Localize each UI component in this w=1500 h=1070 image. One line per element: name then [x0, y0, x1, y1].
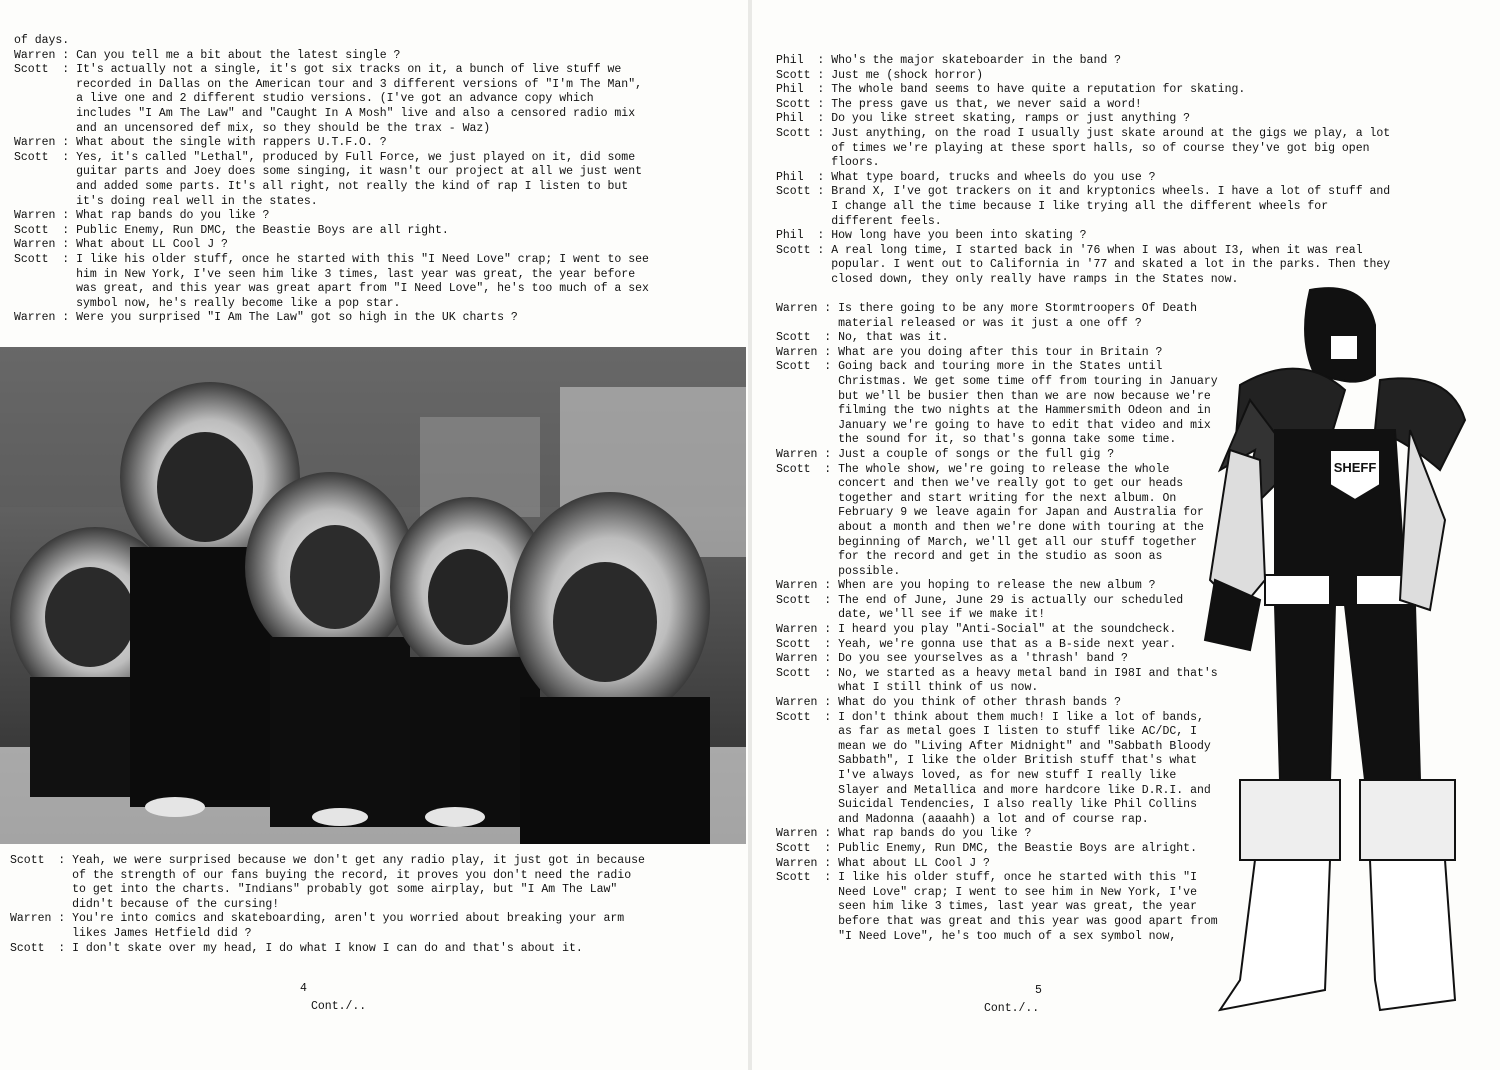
speaker-separator: : — [62, 238, 77, 252]
interview-line — [14, 238, 650, 253]
line-text: Brand X, I've got trackers on it and kryptonics wheels. I have a lot of stuff and I change all the time because I like trying all the different wheels for different feels. — [831, 185, 1391, 228]
interview-line — [776, 696, 1224, 711]
line-text: Who's the major skateboarder in the band ? — [831, 54, 1122, 67]
interview-line — [776, 463, 1224, 580]
speaker-separator: : — [817, 97, 832, 111]
interview-line — [776, 127, 1396, 171]
line-text: Were you surprised "I Am The Law" got so high in the UK charts ? — [76, 311, 518, 325]
interview-line — [776, 69, 1396, 84]
interview-line — [776, 185, 1396, 229]
interview-line — [14, 209, 650, 224]
line-text: What type board, trucks and wheels do you use ? — [831, 170, 1156, 184]
speaker-name: Warren — [776, 696, 818, 710]
right-interview-middle — [776, 302, 1224, 944]
speaker-name: Scott — [776, 126, 811, 140]
speaker-separator: : — [824, 447, 839, 461]
line-text: How long have you been into skating ? — [831, 229, 1087, 243]
speaker-name: Warren — [14, 209, 56, 223]
line-text: The press gave us that, we never said a word! — [831, 97, 1142, 111]
speaker-separator: : — [58, 941, 73, 955]
band-photo — [0, 347, 746, 844]
page-number-right: 5 — [1035, 984, 1042, 997]
speaker-name: Warren — [14, 238, 56, 252]
judge-illustration — [1180, 280, 1495, 1020]
speaker-separator: : — [817, 112, 832, 126]
speaker-name: Scott — [776, 243, 811, 257]
speaker-name: Scott — [776, 710, 811, 724]
interview-line — [776, 842, 1224, 857]
speaker-separator: : — [824, 856, 839, 870]
speaker-name: Warren — [776, 302, 818, 315]
speaker-name: Scott — [14, 223, 49, 237]
badge-text: SHEFF — [1333, 460, 1377, 475]
speaker-name: Phil — [776, 170, 804, 184]
interview-line — [776, 623, 1224, 638]
continued-right: Cont./.. — [984, 1002, 1040, 1015]
speaker-name: Scott — [14, 150, 49, 164]
interview-line — [776, 360, 1224, 448]
line-text: Can you tell me a bit about the latest single ? — [76, 48, 401, 62]
speaker-separator: : — [62, 63, 77, 77]
interview-line — [14, 253, 650, 311]
speaker-separator: : — [62, 311, 77, 325]
interview-line — [10, 912, 650, 941]
speaker-name: Scott — [776, 185, 811, 199]
speaker-separator: : — [817, 170, 832, 184]
speaker-separator: : — [62, 223, 77, 237]
speaker-separator: : — [58, 912, 73, 926]
page-number-left: 4 — [300, 982, 307, 995]
line-text: Is there going to be any more Stormtroopers Of Death material released or was it just a one off ? — [838, 302, 1197, 330]
interview-line — [776, 871, 1224, 944]
speaker-name: Warren — [776, 827, 818, 841]
right-interview-top — [776, 54, 1396, 288]
line-text: What rap bands do you like ? — [838, 827, 1032, 841]
speaker-name: Warren — [776, 623, 818, 637]
interview-line — [776, 594, 1224, 623]
speaker-separator: : — [824, 331, 839, 345]
speaker-name: Warren — [10, 912, 52, 926]
speaker-separator: : — [817, 54, 832, 67]
interview-line — [14, 63, 650, 136]
line-text: of days. — [14, 34, 70, 47]
interview-line — [10, 942, 650, 957]
interview-line — [776, 448, 1224, 463]
line-text: Just anything, on the road I usually just skate around at the gigs we play, a lot of times we're playing at these sport halls, so of course they've got big open floors. — [831, 126, 1391, 170]
speaker-separator: : — [824, 637, 839, 651]
interview-line — [776, 667, 1224, 696]
speaker-name: Scott — [10, 854, 45, 867]
interview-line — [776, 346, 1224, 361]
speaker-separator: : — [824, 871, 839, 885]
line-text: You're into comics and skateboarding, aren't you worried about breaking your arm likes James Hetfield did ? — [72, 912, 625, 940]
speaker-separator: : — [824, 462, 839, 476]
interview-line — [776, 83, 1396, 98]
speaker-name: Warren — [776, 345, 818, 359]
speaker-separator: : — [824, 302, 839, 315]
speaker-name: Scott — [776, 593, 811, 607]
speaker-separator: : — [817, 126, 832, 140]
judge-figure-drawing — [1180, 280, 1495, 1020]
interview-line — [14, 151, 650, 209]
speaker-separator: : — [824, 841, 839, 855]
speaker-name: Warren — [776, 652, 818, 666]
line-text: Do you like street skating, ramps or just anything ? — [831, 112, 1191, 126]
line-text: Just a couple of songs or the full gig ? — [838, 447, 1115, 461]
speaker-separator: : — [824, 666, 839, 680]
left-interview-top — [14, 34, 650, 326]
speaker-separator: : — [824, 623, 839, 637]
speaker-separator: : — [62, 252, 77, 266]
interview-line — [14, 49, 650, 64]
line-text: It's actually not a single, it's got six tracks on it, a bunch of live stuff we recorded in Dallas on the American tour and 3 different versions of "I'm The Man", a live one and 2 different studio versions. (I've got an advance copy which includes "I Am The Law" and "Caught In A Mosh" live and also a censored radio mix and an uncensored def mix, so they should be the trax - Waz) — [76, 63, 643, 135]
interview-line — [776, 579, 1224, 594]
speaker-name: Phil — [776, 54, 804, 67]
speaker-separator: : — [817, 243, 832, 257]
speaker-name: Scott — [776, 871, 811, 885]
speaker-separator: : — [824, 345, 839, 359]
speaker-name: Phil — [776, 112, 804, 126]
speaker-separator: : — [824, 827, 839, 841]
interview-line — [776, 302, 1224, 331]
line-text: No, that was it. — [838, 331, 949, 345]
speaker-name: Scott — [776, 331, 811, 345]
speaker-separator: : — [58, 854, 73, 867]
speaker-name: Warren — [14, 48, 56, 62]
line-text: What rap bands do you like ? — [76, 209, 270, 223]
line-text: What do you think of other thrash bands ? — [838, 696, 1122, 710]
speaker-name: Scott — [776, 841, 811, 855]
line-text: I like his older stuff, once he started with this "I Need Love" crap; I went to see him in New York, I've seen him like 3 times, last year was great, the year before that was great and this year was good apart from "I Need Love", he's too much of a sex symbol now, — [838, 871, 1218, 943]
line-text: I heard you play "Anti-Social" at the soundcheck. — [838, 623, 1177, 637]
speaker-separator: : — [824, 652, 839, 666]
line-text: Just me (shock horror) — [831, 68, 984, 82]
speaker-separator: : — [62, 136, 77, 150]
line-text: A real long time, I started back in '76 when I was about I3, when it was real popular. I went out to California in '77 and skated a lot in the parks. Then they closed down, they only really have ramps in the States now. — [831, 243, 1391, 286]
line-text: I don't think about them much! I like a lot of bands, as far as metal goes I listen to stuff like AC/DC, I mean we do "Living After Midnight" and "Sabbath Bloody Sabbath", I like the older British stuff that's what I've always loved, as for new stuff I really like Slayer and Metallica and more hardcore like D.R.I. and Suicidal Tendencies, I also really like Phil Collins and Madonna (aaaahh) a lot and of course rap. — [838, 710, 1211, 826]
interview-line — [776, 711, 1224, 828]
interview-line — [776, 827, 1224, 842]
line-text: I don't skate over my head, I do what I know I can do and that's about it. — [72, 941, 583, 955]
line-text: Public Enemy, Run DMC, the Beastie Boys are all right. — [76, 223, 449, 237]
interview-line — [776, 98, 1396, 113]
speaker-separator: : — [824, 579, 839, 593]
line-text: Public Enemy, Run DMC, the Beastie Boys are alright. — [838, 841, 1197, 855]
continued-left: Cont./.. — [311, 1000, 367, 1013]
speaker-separator: : — [817, 83, 832, 97]
line-text: Yeah, we were surprised because we don't get any radio play, it just got in because of the strength of our fans buying the record, it proves you don't need the radio to get into the charts. "Indians" probably got some airplay, but "I Am The Law" didn't because of the cursing! — [72, 854, 645, 911]
speaker-separator: : — [817, 229, 832, 243]
line-text: No, we started as a heavy metal band in I98I and that's what I still think of us now. — [838, 666, 1218, 695]
line-text: Do you see yourselves as a 'thrash' band ? — [838, 652, 1128, 666]
interview-line — [14, 34, 650, 49]
band-photo-image — [0, 347, 746, 844]
speaker-separator: : — [824, 710, 839, 724]
interview-line — [776, 112, 1396, 127]
speaker-name: Scott — [776, 68, 811, 82]
interview-line — [14, 311, 650, 326]
line-text: I like his older stuff, once he started with this "I Need Love" crap; I went to see him in New York, I've seen him like 3 times, last year was great, the year before was great, and this year was great apart from "I Need Love", he's too much of a sex symbol now, he's really become like a pop star. — [76, 252, 649, 310]
speaker-name: Scott — [14, 63, 49, 77]
speaker-name: Phil — [776, 83, 804, 97]
line-text: What about LL Cool J ? — [838, 856, 990, 870]
speaker-name: Scott — [776, 666, 811, 680]
line-text: Going back and touring more in the States until Christmas. We get some time off from touring in January but we'll be busier then than we are now because we're filming the two nights at the Hammersmith Odeon and in January we're going to have to edit that video and mix the sound for it, so that's gonna take some time. — [838, 360, 1218, 447]
line-text: The end of June, June 29 is actually our scheduled date, we'll see if we make it! — [838, 593, 1184, 622]
interview-line — [14, 136, 650, 151]
speaker-name: Scott — [776, 637, 811, 651]
line-text: The whole show, we're going to release the whole concert and then we've really got to get our heads together and start writing for the next album. On February 9 we leave again for Japan and Australia for about a month and then we're done with touring at the beginning of March, we'll get all our stuff together for the record and get in the studio as soon as possible. — [838, 462, 1204, 578]
line-text: When are you hoping to release the new album ? — [838, 579, 1156, 593]
line-text: The whole band seems to have quite a reputation for skating. — [831, 83, 1246, 97]
speaker-name: Scott — [776, 360, 811, 374]
speaker-separator: : — [824, 360, 839, 374]
speaker-separator: : — [824, 696, 839, 710]
speaker-name: Warren — [776, 856, 818, 870]
line-text: Yeah, we're gonna use that as a B-side next year. — [838, 637, 1177, 651]
speaker-separator: : — [62, 150, 77, 164]
line-text: What about LL Cool J ? — [76, 238, 228, 252]
speaker-name: Phil — [776, 229, 804, 243]
interview-line — [776, 857, 1224, 872]
interview-line — [776, 652, 1224, 667]
interview-line — [776, 638, 1224, 653]
line-text: What are you doing after this tour in Britain ? — [838, 345, 1163, 359]
speaker-name: Warren — [776, 447, 818, 461]
speaker-name: Scott — [776, 97, 811, 111]
line-text: Yes, it's called "Lethal", produced by Full Force, we just played on it, did some guitar parts and Joey does some singing, it wasn't our project at all we just went and added some parts. It's all right, not really the kind of rap I listen to but it's doing real well in the states. — [76, 150, 643, 208]
interview-line — [776, 171, 1396, 186]
speaker-name: Scott — [10, 941, 45, 955]
speaker-separator: : — [62, 48, 77, 62]
speaker-separator: : — [817, 68, 832, 82]
interview-line — [776, 54, 1396, 69]
line-text: What about the single with rappers U.T.F.O. ? — [76, 136, 387, 150]
left-interview-bottom — [10, 854, 650, 956]
interview-line — [776, 229, 1396, 244]
speaker-separator: : — [824, 593, 839, 607]
interview-line — [14, 224, 650, 239]
speaker-separator: : — [62, 209, 77, 223]
interview-line — [10, 854, 650, 912]
speaker-name: Warren — [14, 311, 56, 325]
speaker-name: Scott — [14, 252, 49, 266]
speaker-name: Scott — [776, 462, 811, 476]
interview-line — [776, 331, 1224, 346]
speaker-name: Warren — [776, 579, 818, 593]
speaker-separator: : — [817, 185, 832, 199]
speaker-name: Warren — [14, 136, 56, 150]
